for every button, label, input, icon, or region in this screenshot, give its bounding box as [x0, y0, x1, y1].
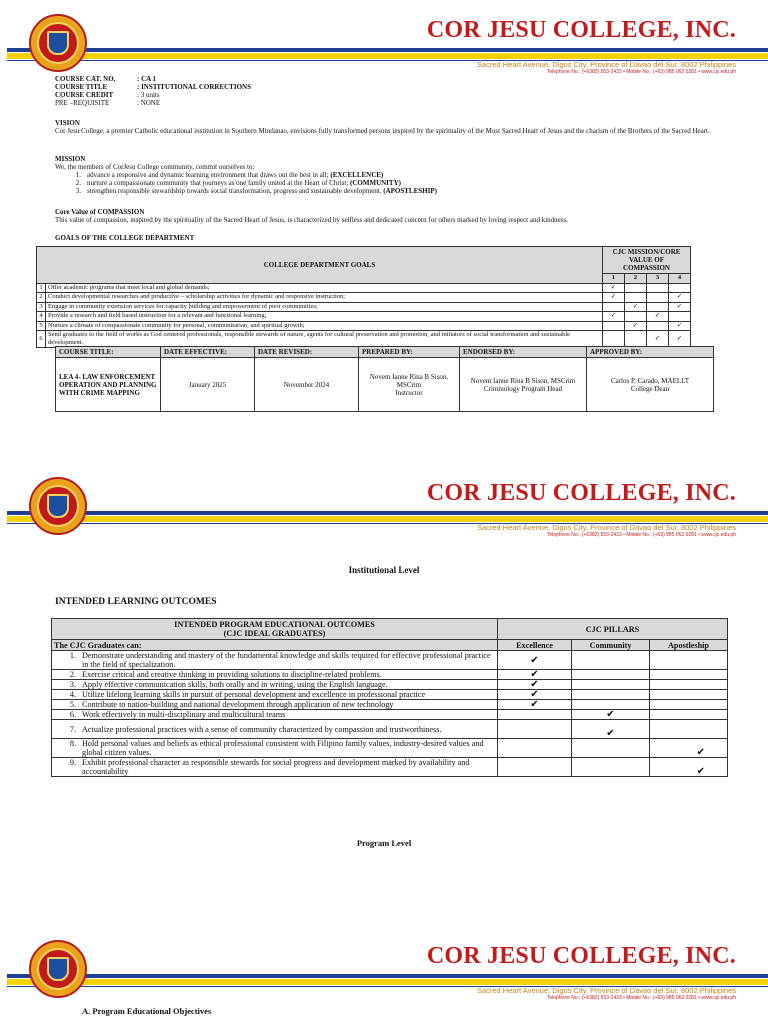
pillar-check-cell: [498, 720, 572, 739]
ilo-table: [51, 618, 728, 777]
goal-mark-cell: ✓: [647, 312, 669, 322]
core-value-heading: Core Value of COMPASSION: [55, 208, 145, 216]
pillar-check-cell: [572, 680, 650, 690]
goal-row: [37, 283, 691, 293]
outcome-text-cell: [52, 700, 498, 710]
goal-row: [37, 321, 691, 331]
header-stripe-yellow: [7, 516, 768, 522]
goal-mark-cell: [625, 283, 647, 293]
outcome-num: 9.: [69, 758, 76, 767]
mission-item-num: 3.: [75, 187, 81, 195]
outcome-row: [52, 739, 728, 758]
pillar-check-cell: ✔: [650, 758, 728, 777]
goal-mark-cell: ✓: [625, 302, 647, 312]
mission-list: [55, 171, 715, 195]
course-cat-label: COURSE CAT. NO.: [55, 75, 116, 83]
goal-row: [37, 312, 691, 322]
outcome-text-cell: [52, 651, 498, 670]
outcome-item: [54, 680, 495, 689]
approved-role: College Dean: [630, 384, 670, 393]
header-stripe-blue: [7, 48, 768, 52]
outcome-text: Contribute to nation-building and national development through application of new technology: [82, 700, 394, 709]
course-table: [55, 346, 714, 412]
header-stripe-blue: [7, 974, 768, 978]
course-title-value: : INSTITUTIONAL CORRECTIONS: [137, 83, 251, 91]
outcome-row: [52, 710, 728, 720]
pillar-check-cell: ✔: [498, 690, 572, 700]
outcome-text-cell: [52, 720, 498, 739]
ilo-heading: INTENDED LEARNING OUTCOMES: [55, 597, 217, 607]
mission-item-text: [87, 171, 383, 179]
goal-num: 2: [37, 293, 46, 303]
course-info: [55, 75, 355, 107]
pillar-check-cell: [498, 758, 572, 777]
approved-by-cell: [587, 358, 714, 412]
pillar-name: Community: [572, 640, 650, 651]
outcome-item: [54, 725, 495, 734]
mission-section: [55, 155, 715, 195]
goal-row: [37, 293, 691, 303]
pillar-check-cell: ✔: [498, 700, 572, 710]
outcome-text: Demonstrate understanding and mastery of the fundamental knowledge and skills required for effective professional practice in the field of specialization.: [82, 651, 491, 669]
goal-num: 3: [37, 302, 46, 312]
goal-mark-cell: [625, 312, 647, 322]
prerequisite-value: : NONE: [137, 99, 161, 107]
outcome-text: Work effectively in multi-disciplinary and multicultural teams: [82, 710, 286, 719]
outcome-text-cell: [52, 690, 498, 700]
goal-mark-cell: [603, 302, 625, 312]
vision-section: [55, 119, 715, 135]
goals-table: [36, 246, 691, 348]
mission-item: [55, 179, 715, 187]
outcome-text-cell: [52, 680, 498, 690]
goal-text: Send graduates to the field of works as God centered professionals, responsible stewards of nature, agents for cultural preservation and promotion, and initiators of social transformation and sustainable development.: [46, 331, 603, 348]
goal-mark-cell: ✓: [647, 331, 669, 348]
outcome-row: [52, 720, 728, 739]
goal-mark-cell: [647, 293, 669, 303]
pillar-check-cell: [572, 739, 650, 758]
mission-item-tag: (COMMUNITY): [350, 179, 401, 187]
goal-text: Conduct developmental researches and productive – scholarship activities for dynamic and responsive instruction;: [46, 293, 603, 303]
goal-text: Engage in community extension services for capacity building and empowerment of poor communities;: [46, 302, 603, 312]
college-logo: [29, 940, 87, 998]
mission-item-num: 2.: [75, 179, 81, 187]
goal-mark-cell: [647, 302, 669, 312]
pillar-check-cell: ✔: [498, 680, 572, 690]
hdr-prepared-by: PREPARED BY:: [359, 347, 460, 358]
mission-item-text: [87, 187, 437, 195]
goal-row: [37, 331, 691, 348]
outcome-item: [54, 670, 495, 679]
outcome-item: [54, 739, 495, 757]
goal-text: Provide a research and field based instruction for a relevant and functional learning;: [46, 312, 603, 322]
goal-text: Nurture a climate of compassionate community for personal, communitarian, and spiritual growth;: [46, 321, 603, 331]
goal-num: 5: [37, 321, 46, 331]
header-stripe-yellow: [7, 53, 768, 59]
goal-num: 1: [37, 283, 46, 293]
mission-item: [55, 187, 715, 195]
college-logo: [29, 14, 87, 72]
goal-mark-cell: ✓: [669, 331, 691, 348]
pillar-check-cell: ✔: [498, 670, 572, 680]
ilo-title-line-2: (CJC IDEAL GRADUATES): [223, 629, 326, 638]
pillar-check-cell: [650, 710, 728, 720]
outcome-row: [52, 670, 728, 680]
goal-mark-cell: [669, 312, 691, 322]
outcome-text: Exercise critical and creative thinking in providing solutions to discipline-related problems.: [82, 670, 382, 679]
college-contact: Telephone No.: (+6382) 553-2433 • Mobile No.: (+63) 985 062 0281 • www.cjc.edu.ph: [546, 69, 736, 75]
college-contact: Telephone No.: (+6382) 553-2433 • Mobile No.: (+63) 985 062 0281 • www.cjc.edu.ph: [546, 532, 736, 538]
hdr-date-effective: DATE EFFECTIVE:: [161, 347, 255, 358]
pillar-check-cell: ✔: [572, 720, 650, 739]
outcome-num: 2.: [69, 670, 76, 679]
outcome-text: Utilize lifelong learning skills in pursuit of personal development and excellence in professional practice: [82, 690, 426, 699]
goal-mark-cell: ✓: [669, 321, 691, 331]
course-cat-value: : CA 1: [137, 75, 157, 83]
mission-col-header: CJC MISSION/CORE VALUE OF COMPASSION: [603, 247, 691, 274]
pillar-check-cell: [650, 720, 728, 739]
college-address: Sacred Heart Avenue, Digos City, Province of Davao del Sur, 8002 Philippines: [476, 60, 736, 69]
pillar-name: Excellence: [498, 640, 572, 651]
mission-item: [55, 171, 715, 179]
pillar-check-cell: [650, 680, 728, 690]
pillar-check-cell: [650, 670, 728, 680]
outcome-text: Exhibit professional character as responsible stewards for social progress and development marked by availability and accountability: [82, 758, 470, 776]
outcome-row: [52, 690, 728, 700]
endorsed-role: Criminology Program Head: [483, 384, 563, 393]
pillar-check-cell: ✔: [572, 710, 650, 720]
pillar-check-cell: [572, 700, 650, 710]
mission-heading: MISSION: [55, 155, 86, 163]
goal-mark-cell: [625, 293, 647, 303]
outcome-num: 5.: [69, 700, 76, 709]
prepared-role: Instructor: [395, 388, 423, 397]
pillar-check-cell: [572, 758, 650, 777]
prepared-by-cell: [359, 358, 460, 412]
approved-name: Carlos P. Carado, MAELLT: [610, 376, 690, 385]
outcome-text: Actualize professional practices with a sense of community characterized by compassion and trustworthiness.: [82, 724, 442, 734]
page-header-3: [0, 944, 768, 1004]
goal-mark-cell: [669, 283, 691, 293]
outcome-num: 6.: [69, 710, 76, 719]
goal-row: [37, 302, 691, 312]
college-name: COR JESU COLLEGE, INC.: [426, 17, 736, 43]
mission-item-body: strengthen responsible stewardship towards social transformation, progress and sustainable development.: [87, 187, 384, 195]
graduates-can-label: The CJC Graduates can:: [52, 640, 498, 651]
pillar-check-cell: [498, 710, 572, 720]
outcome-text-cell: [52, 670, 498, 680]
mission-col-num: 4: [669, 274, 691, 284]
ilo-table-title: [52, 619, 498, 640]
college-address: Sacred Heart Avenue, Digos City, Province of Davao del Sur, 8002 Philippines: [476, 986, 736, 995]
ilo-body: [52, 651, 728, 777]
mission-item-text: [87, 179, 401, 187]
goal-mark-cell: ✓: [625, 321, 647, 331]
header-stripe-blue: [7, 511, 768, 515]
pillar-check-cell: [572, 690, 650, 700]
date-revised-cell: November 2024: [255, 358, 359, 412]
pillar-name: Apostleship: [650, 640, 728, 651]
outcome-row: [52, 680, 728, 690]
mission-item-num: 1.: [75, 171, 81, 179]
course-credit-value: : 3 units: [137, 91, 160, 99]
goals-heading: GOALS OF THE COLLEGE DEPARTMENT: [55, 234, 195, 242]
vision-text: Cor Jesu College, a premier Catholic educational institution in Southern Mindanao, envisions fully transformed persons inspired by the spirituality of the Most Sacred Heart of Jesus and the charism of the Brothers of the Sacred Heart.: [55, 127, 710, 135]
mission-col-num: 2: [625, 274, 647, 284]
pillar-check-cell: [650, 651, 728, 670]
outcome-row: [52, 700, 728, 710]
pillar-check-cell: [498, 739, 572, 758]
page-header-1: [0, 18, 768, 78]
mission-intro: We, the members of CorJesu College community, commit ourselves to:: [55, 163, 255, 171]
outcome-text: Hold personal values and beliefs as ethical professional consistent with Filipino family values, industry-desired values and global citizen values.: [82, 739, 484, 757]
pillars-header: CJC PILLARS: [498, 619, 728, 640]
outcome-text-cell: [52, 739, 498, 758]
pillar-check-cell: [650, 700, 728, 710]
peo-heading: A. Program Educational Objectives: [82, 1006, 212, 1016]
hdr-course-title: COURSE TITLE:: [56, 347, 161, 358]
mission-col-num: 3: [647, 274, 669, 284]
pillar-check-cell: ✔: [650, 739, 728, 758]
outcome-num: 7.: [69, 724, 76, 734]
outcome-num: 8.: [69, 739, 76, 748]
goals-body: [37, 283, 691, 348]
college-name: COR JESU COLLEGE, INC.: [426, 480, 736, 506]
vision-heading: VISION: [55, 119, 80, 127]
endorsed-by-cell: [460, 358, 587, 412]
hdr-approved-by: APPROVED BY:: [587, 347, 714, 358]
goal-mark-cell: [625, 331, 647, 348]
endorsed-name: Novem Ianne Rina B Sison, MSCrim: [470, 376, 576, 385]
outcome-row: [52, 758, 728, 777]
page-header-2: [0, 481, 768, 541]
outcome-text: Apply effective communication skills, both orally and in writing, using the English language.: [82, 680, 388, 689]
ilo-title-line-1: INTENDED PROGRAM EDUCATIONAL OUTCOMES: [174, 620, 375, 629]
goal-mark-cell: [647, 321, 669, 331]
core-value-section: [55, 208, 725, 224]
outcome-num: 1.: [69, 651, 76, 660]
mission-item-body: nurture a compassionate community that journeys as one family united at the Heart of Christ;: [87, 179, 351, 187]
goal-mark-cell: ✓: [603, 312, 625, 322]
hdr-date-revised: DATE REVISED:: [255, 347, 359, 358]
date-effective-cell: January 2025: [161, 358, 255, 412]
outcome-item: [54, 710, 495, 719]
hdr-endorsed-by: ENDORSED BY:: [460, 347, 587, 358]
mission-item-tag: (APOSTLESHIP): [383, 187, 437, 195]
goal-mark-cell: ✓: [669, 302, 691, 312]
goal-text: Offer academic programs that meet local and global demands;: [46, 283, 603, 293]
prerequisite-label: PRE –REQUISITE: [55, 99, 110, 107]
outcome-text-cell: [52, 710, 498, 720]
outcome-num: 4.: [69, 690, 76, 699]
college-name: COR JESU COLLEGE, INC.: [426, 943, 736, 969]
course-credit-label: COURSE CREDIT: [55, 91, 114, 99]
goal-num: 6: [37, 331, 46, 348]
goal-mark-cell: [603, 331, 625, 348]
pillar-check-cell: ✔: [498, 651, 572, 670]
goal-num: 4: [37, 312, 46, 322]
header-stripe-yellow: [7, 979, 768, 985]
prepared-name: Novem Ianne Rina B Sison, MSCrim: [369, 372, 449, 389]
mission-item-body: advance a responsive and dynamic learning environment that draws out the best in all;: [87, 171, 331, 179]
goals-col-header: COLLEGE DEPARTMENT GOALS: [37, 247, 603, 284]
goal-mark-cell: ✓: [603, 283, 625, 293]
goal-mark-cell: [603, 321, 625, 331]
program-level-heading: Program Level: [356, 838, 412, 848]
outcome-item: [54, 700, 495, 709]
college-address: Sacred Heart Avenue, Digos City, Province of Davao del Sur, 8002 Philippines: [476, 523, 736, 532]
college-contact: Telephone No.: (+6382) 553-2433 • Mobile No.: (+63) 985 062 0281 • www.cjc.edu.ph: [546, 995, 736, 1001]
outcome-item: [54, 758, 495, 776]
pillar-check-cell: [572, 670, 650, 680]
outcome-item: [54, 690, 495, 699]
institutional-level-heading: Institutional Level: [348, 565, 420, 575]
core-value-text: This value of compassion, inspired by the spirituality of the Sacred Heart of Jesus, is characterized by selfless and dedicated concern for others marked by loving respect and kindness.: [55, 216, 568, 224]
pillar-check-cell: [650, 690, 728, 700]
mission-item-tag: (EXCELLENCE): [330, 171, 384, 179]
pillar-names-row: [52, 640, 728, 651]
outcome-row: [52, 651, 728, 670]
goal-mark-cell: [647, 283, 669, 293]
goal-mark-cell: ✓: [603, 293, 625, 303]
outcome-num: 3.: [69, 680, 76, 689]
pillar-check-cell: [572, 651, 650, 670]
outcome-text-cell: [52, 758, 498, 777]
college-logo: [29, 477, 87, 535]
course-title-cell: LEA 4- LAW ENFORCEMENT OPERATION AND PLANNING WITH CRIME MAPPING: [56, 358, 161, 412]
mission-col-num: 1: [603, 274, 625, 284]
goal-mark-cell: ✓: [669, 293, 691, 303]
outcome-item: [54, 651, 495, 669]
course-title-label: COURSE TITLE: [55, 83, 108, 91]
